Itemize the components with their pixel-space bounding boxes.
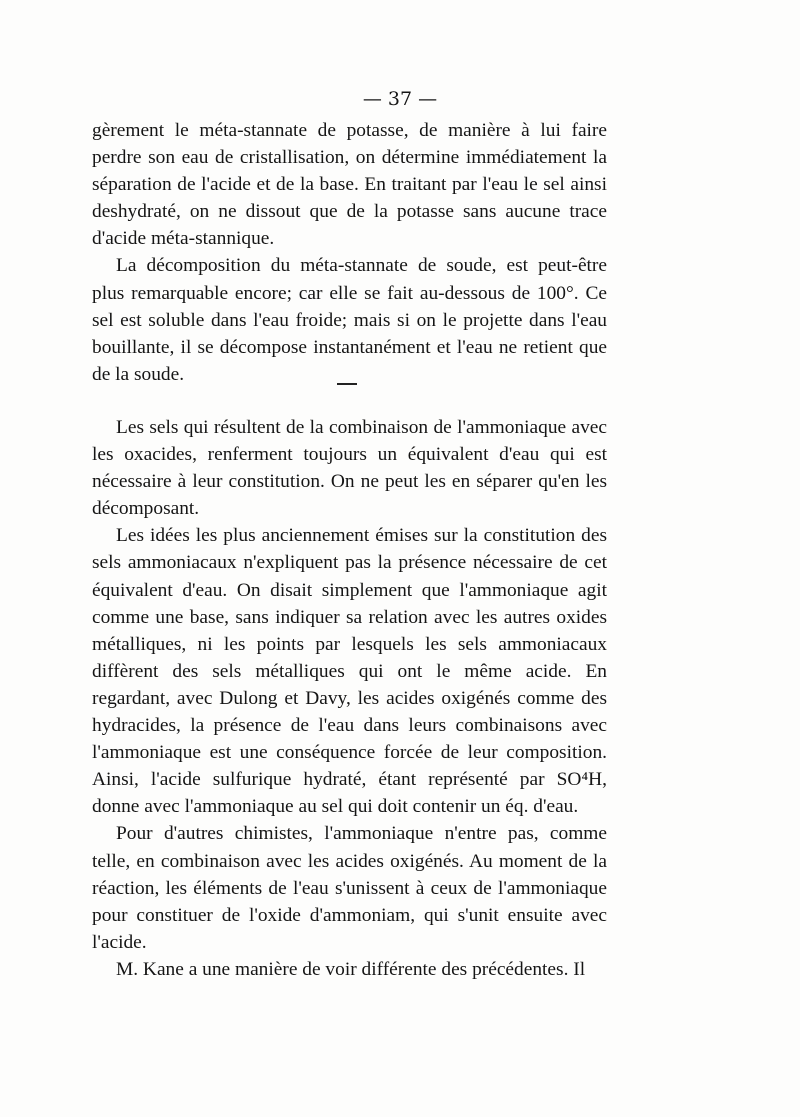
paragraph: Pour d'autres chimistes, l'ammoniaque n'entre pas, comme telle, en combinaison avec les acides oxigénés. Au moment de la réaction, les éléments de l'eau s'unissent à ceux de l'ammoniaque pour constituer de l'oxide d'ammoniam, qui s'unit ensuite avec l'acide. <box>92 823 607 953</box>
paragraph: Les sels qui résultent de la combinaison de l'ammoniaque avec les oxacides, renferment toujours un équivalent d'eau qui est nécessaire à leur constitution. On ne peut les en séparer qu'en les décomposant. <box>92 417 607 520</box>
paragraph: Les idées les plus anciennement émises sur la constitution des sels ammoniacaux n'expliquent pas la présence nécessaire de cet équivalent d'eau. On disait simplement que l'ammoniaque agit comme une base, sans indiquer sa relation avec les autres oxides métalliques, ni les points par lesquels les sels ammoniacaux diffèrent des sels métalliques qui ont le même acide. En regardant, avec Dulong et Davy, les acides oxigénés comme des hydracides, la présence de l'eau dans leurs combinaisons avec l'ammoniaque est une conséquence forcée de leur composition. Ainsi, l'acide sulfurique hydraté, étant représenté par SO⁴H, donne avec l'ammoniaque au sel qui doit contenir un éq. d'eau. <box>92 525 607 818</box>
paragraph: gèrement le méta-stannate de potasse, de manière à lui faire perdre son eau de cristallisation, on détermine immédiatement la séparation de l'acide et de la base. En traitant par l'eau le sel ainsi deshydraté, on ne dissout que de la potasse sans aucune trace d'acide méta-stannique. <box>92 120 607 250</box>
paragraph: M. Kane a une manière de voir différente des précédentes. Il <box>116 958 586 980</box>
text-block-lower <box>92 414 607 983</box>
paragraph: La décomposition du méta-stannate de soude, est peut-être plus remarquable encore; car elle se fait au-dessous de 100°. Ce sel est soluble dans l'eau froide; mais si on le projette dans l'eau bouillante, il se décompose instantanément et l'eau ne retient que de la soude. <box>92 255 607 385</box>
section-separator <box>337 383 357 385</box>
page-number: — 37 — <box>362 88 438 110</box>
text-block-upper <box>92 117 607 388</box>
